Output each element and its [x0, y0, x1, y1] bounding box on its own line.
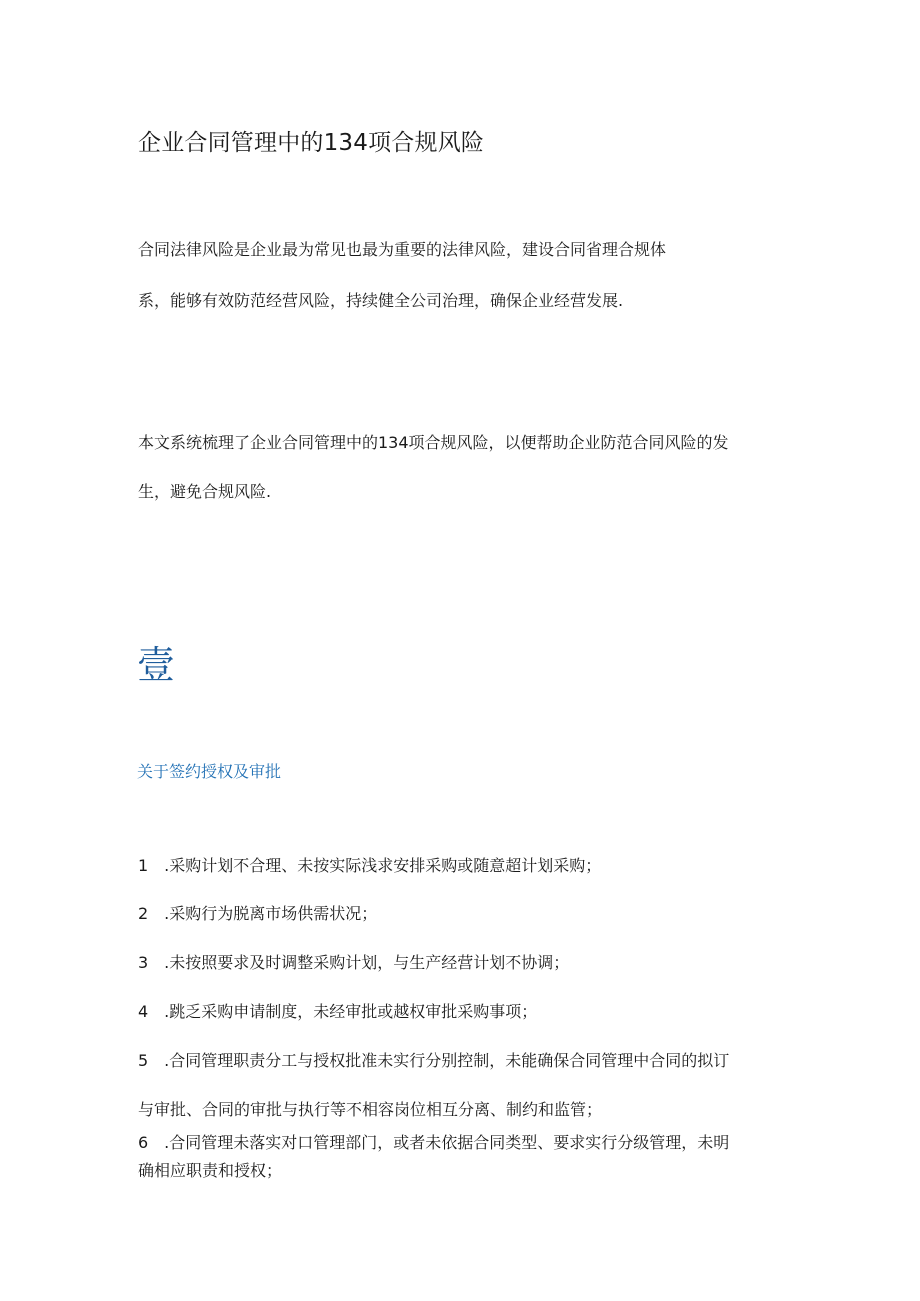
list-item-6-line-1: 6 .合同管理未落实对口管理部门，或者未依据合同类型、要求实行分级管理，未明 [138, 1133, 730, 1152]
intro-paragraph-2-line-2: 生，避免合规风险. [138, 482, 272, 501]
intro-paragraph-1-line-1: 合同法律风险是企业最为常见也最为重要的法律风险，建设合同省理合规体 [138, 240, 667, 259]
list-item-5-line-1: 5 .合同管理职责分工与授权批准未实行分别控制，未能确保合同管理中合同的拟订 [138, 1051, 730, 1070]
section-numeral: 壹 [137, 643, 176, 687]
intro-paragraph-1-line-2: 系，能够有效防范经营风险，持续健全公司治理，确保企业经营发展. [138, 291, 624, 310]
list-item-4: 4 .跳乏采购申请制度，未经审批或越权审批采购事项； [138, 1002, 538, 1021]
list-item-3: 3 .未按照要求及时调整采购计划，与生产经营计划不协调； [138, 953, 570, 972]
list-item-1: 1 .采购计划不合理、未按实际浅求安排采购或随意超计划采购； [138, 856, 602, 875]
document-title: 企业合同管理中的134项合规风险 [138, 130, 485, 156]
intro-paragraph-2-line-1: 本文系统梳理了企业合同管理中的134项合规风险，以便帮助企业防范合同风险的发 [138, 433, 729, 452]
list-item-5-line-2: 与审批、合同的审批与执行等不相容岗位相互分离、制约和监管； [138, 1100, 603, 1119]
section-heading: 关于签约授权及审批 [137, 762, 282, 781]
list-item-6-line-2: 确相应职责和授权； [138, 1161, 283, 1180]
list-item-2: 2 .采购行为脱离市场供需状况； [138, 904, 378, 923]
